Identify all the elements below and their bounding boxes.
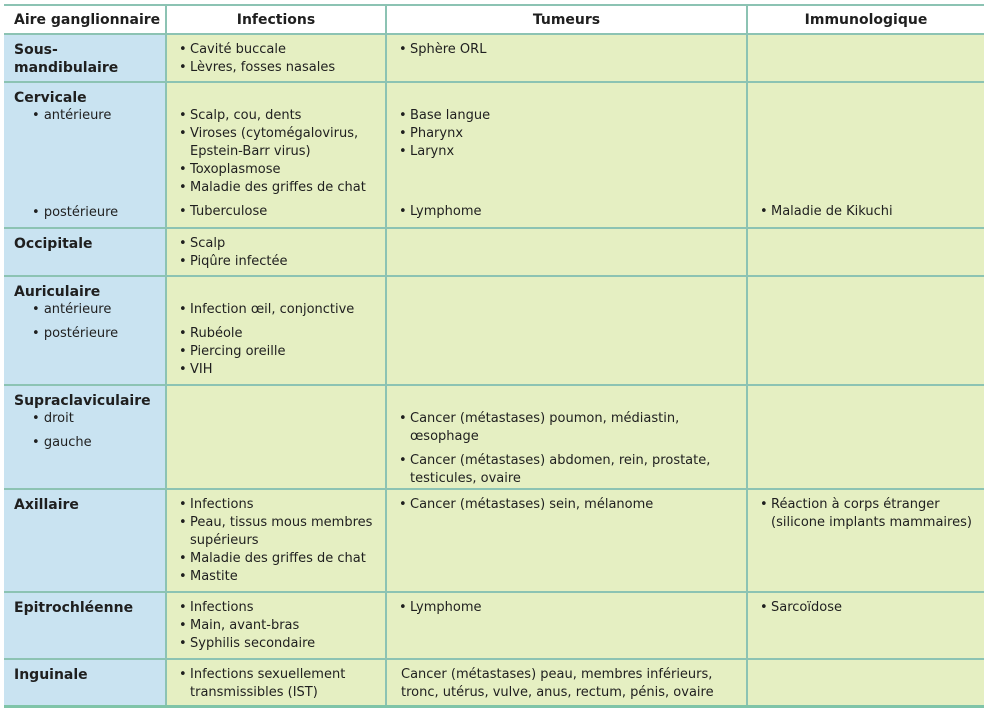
area-label: Axillaire: [14, 497, 79, 513]
infections-cell: [166, 276, 386, 385]
list-item: • Piercing oreille: [177, 343, 377, 361]
list-item: • Réaction à corps étranger (silicone implants mammaires): [758, 496, 976, 532]
list-item: • Infection œil, conjonctive: [177, 301, 377, 319]
sub-area-label: • antérieure: [32, 302, 112, 317]
header-tumeurs: Tumeurs: [386, 5, 747, 34]
area-label: Epitrochléenne: [14, 600, 134, 616]
list-item: • Mastite: [177, 568, 377, 586]
tumeurs-cell: [386, 489, 747, 592]
cell-text: Cancer (métastases) peau, membres inférieurs, tronc, utérus, vulve, anus, rectum, pénis, ovaire: [401, 667, 714, 700]
list-item: • Larynx: [397, 143, 738, 161]
tumeurs-cell: [386, 228, 747, 276]
list-item: • Lymphome: [397, 203, 738, 221]
immuno-cell: [747, 82, 984, 228]
list-item: • VIH: [177, 361, 377, 379]
table-row: [4, 228, 984, 276]
list-item: • Lèvres, fosses nasales: [177, 59, 377, 77]
list-item: • Cancer (métastases) poumon, médiastin, œsophage: [397, 410, 738, 446]
infections-cell: [166, 489, 386, 592]
tumeurs-cell: [386, 34, 747, 82]
sub-area-label: • gauche: [32, 435, 92, 450]
list-item: • Viroses (cytomégalovirus, Epstein-Barr virus): [177, 125, 377, 161]
immuno-cell: [747, 592, 984, 659]
infections-cell: [166, 592, 386, 659]
immuno-cell: [747, 228, 984, 276]
area-cell: [4, 489, 166, 592]
header-row: [4, 5, 984, 34]
area-label: Occipitale: [14, 236, 93, 252]
area-label: Auriculaire: [14, 284, 101, 300]
list-item: • Tuberculose: [177, 203, 377, 221]
area-cell: [4, 385, 166, 489]
sub-area-label: • antérieure: [32, 108, 112, 123]
infections-cell: [166, 82, 386, 228]
area-cell: [4, 82, 166, 228]
list-item: • Main, avant-bras: [177, 617, 377, 635]
area-cell: [4, 228, 166, 276]
list-item: • Infections: [177, 599, 377, 617]
immuno-cell: [747, 385, 984, 489]
list-item: • Maladie de Kikuchi: [758, 203, 976, 221]
immuno-cell: [747, 34, 984, 82]
list-item: • Pharynx: [397, 125, 738, 143]
list-item: • Piqûre infectée: [177, 253, 377, 271]
sub-area-label: • postérieure: [32, 326, 119, 341]
sub-area-label: • postérieure: [32, 205, 119, 220]
area-label: Sous-mandibulaire: [14, 42, 119, 76]
list-item: • Maladie des griffes de chat: [177, 550, 377, 568]
area-label: Cervicale: [14, 90, 87, 106]
list-item: • Sarcoïdose: [758, 599, 976, 617]
list-item: • Lymphome: [397, 599, 738, 617]
immuno-cell: [747, 489, 984, 592]
tumeurs-cell: [386, 385, 747, 489]
tumeurs-cell: [386, 659, 747, 706]
list-item: • Rubéole: [177, 325, 377, 343]
header-immuno: Immunologique: [747, 5, 984, 34]
header-infections: Infections: [166, 5, 386, 34]
infections-cell: [166, 659, 386, 706]
area-cell: [4, 276, 166, 385]
table-row: [4, 659, 984, 706]
list-item: • Peau, tissus mous membres supérieurs: [177, 514, 377, 550]
table-row: [4, 82, 984, 228]
list-item: • Cancer (métastases) sein, mélanome: [397, 496, 738, 514]
infections-cell: [166, 228, 386, 276]
table-row: [4, 489, 984, 592]
table-row: [4, 592, 984, 659]
immuno-cell: [747, 659, 984, 706]
infections-cell: [166, 385, 386, 489]
infections-cell: [166, 34, 386, 82]
area-cell: [4, 592, 166, 659]
table-row: [4, 34, 984, 82]
list-item: • Scalp, cou, dents: [177, 107, 377, 125]
tumeurs-cell: [386, 82, 747, 228]
list-item: • Scalp: [177, 235, 377, 253]
area-cell: [4, 659, 166, 706]
tumeurs-cell: [386, 276, 747, 385]
list-item: • Infections: [177, 496, 377, 514]
list-item: • Sphère ORL: [397, 41, 738, 59]
area-label: Supraclaviculaire: [14, 393, 151, 409]
header-area: Aire ganglionnaire: [4, 5, 166, 34]
list-item: • Syphilis secondaire: [177, 635, 377, 653]
sub-area-label: • droit: [32, 411, 74, 426]
lymph-node-table: [4, 4, 984, 708]
immuno-cell: [747, 276, 984, 385]
list-item: • Base langue: [397, 107, 738, 125]
list-item: • Infections sexuellement transmissibles (IST): [177, 666, 377, 702]
table-row: [4, 276, 984, 385]
table-row: [4, 385, 984, 489]
area-label: Inguinale: [14, 667, 88, 683]
list-item: • Maladie des griffes de chat: [177, 179, 377, 197]
list-item: • Toxoplasmose: [177, 161, 377, 179]
list-item: • Cavité buccale: [177, 41, 377, 59]
list-item: • Cancer (métastases) abdomen, rein, prostate, testicules, ovaire: [397, 452, 738, 488]
tumeurs-cell: [386, 592, 747, 659]
area-cell: [4, 34, 166, 82]
